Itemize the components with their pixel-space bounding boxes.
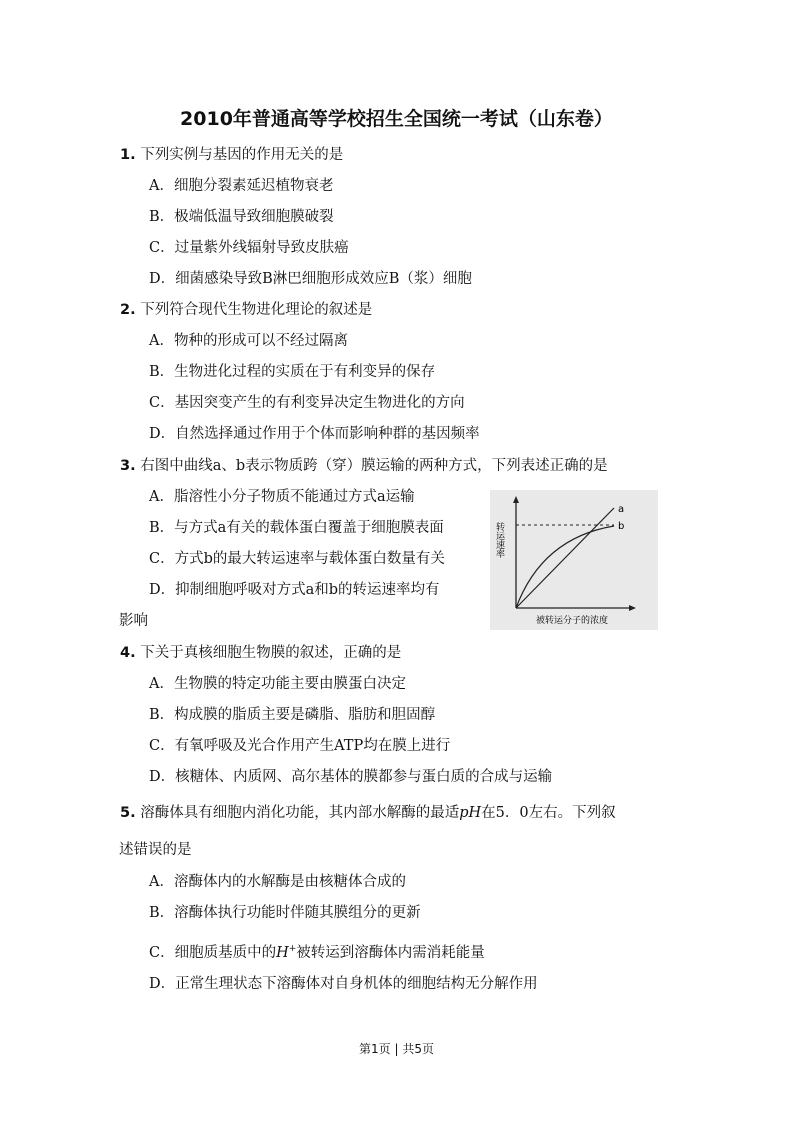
question-1-stem	[120, 145, 343, 165]
q2-option-a: A．物种的形成可以不经过隔离	[149, 333, 348, 349]
q5-option-c	[149, 939, 485, 963]
curve-a	[516, 508, 614, 608]
q3-option-d: D．抑制细胞呼吸对方式a和b的转运速率均有	[149, 582, 440, 598]
question-text: 右图中曲线a、b表示物质跨（穿）膜运输的两种方式，下列表述正确的是	[140, 458, 608, 474]
exam-title: 2010年普通高等学校招生全国统一考试（山东卷）	[180, 108, 613, 130]
x-axis-label: 被转运分子的浓度	[536, 616, 609, 626]
q3-option-d-continuation: 影响	[119, 613, 148, 629]
question-number: 5.	[120, 805, 136, 821]
y-axis-label: 转运速率	[494, 522, 504, 558]
hydrogen-ion-symbol: H	[276, 944, 289, 961]
question-number: 2.	[120, 302, 136, 318]
q1-option-d: D．细菌感染导致B淋巴细胞形成效应B（浆）细胞	[149, 271, 472, 287]
question-number: 1.	[120, 147, 136, 163]
q4-option-a: A．生物膜的特定功能主要由膜蛋白决定	[149, 676, 406, 692]
q3-option-c: C．方式b的最大转运速率与载体蛋白数量有关	[149, 551, 445, 567]
question-text: 下列实例与基因的作用无关的是	[140, 147, 344, 163]
q5-stem-continuation: 述错误的是	[119, 842, 192, 858]
q4-option-b: B．构成膜的脂质主要是磷脂、脂肪和胆固醇	[149, 707, 436, 723]
question-number: 4.	[120, 645, 136, 661]
q5-option-a: A．溶酶体内的水解酶是由核糖体合成的	[149, 874, 406, 890]
q3-option-b: B．与方式a有关的载体蛋白覆盖于细胞膜表面	[149, 520, 444, 536]
q2-option-b: B．生物进化过程的实质在于有利变异的保存	[149, 364, 436, 380]
q5-option-c-tail: 被转运到溶酶体内需消耗能量	[296, 944, 485, 961]
question-text: 下关于真核细胞生物膜的叙述，正确的是	[140, 645, 402, 661]
question-number: 3.	[120, 458, 136, 474]
q1-option-b: B．极端低温导致细胞膜破裂	[149, 209, 334, 225]
q2-option-c: C．基因突变产生的有利变异决定生物进化的方向	[149, 395, 465, 411]
transport-rate-figure	[490, 490, 658, 630]
q1-option-a: A．细胞分裂素延迟植物衰老	[149, 178, 334, 194]
question-text-tail: 在5．0左右。下列叙	[481, 805, 616, 821]
curve-a-label: a	[618, 504, 625, 515]
question-text: 溶酶体具有细胞内消化功能，其内部水解酶的最适	[140, 805, 460, 821]
curve-b-label: b	[618, 521, 625, 532]
page-footer: 第1页 | 共5页	[359, 1042, 434, 1056]
q5-option-b: B．溶酶体执行功能时伴随其膜组分的更新	[149, 905, 421, 921]
q5-option-d: D．正常生理状态下溶酶体对自身机体的细胞结构无分解作用	[149, 976, 538, 992]
q4-option-c: C．有氧呼吸及光合作用产生ATP均在膜上进行	[149, 738, 451, 754]
y-axis-arrow	[513, 496, 519, 503]
hydrogen-ion-charge: +	[288, 944, 297, 954]
question-5-stem	[120, 803, 616, 823]
question-2-stem	[120, 300, 372, 320]
transport-rate-diagram	[490, 490, 658, 630]
x-axis-arrow	[629, 605, 636, 611]
q1-option-c: C．过量紫外线辐射导致皮肤癌	[149, 240, 349, 256]
question-3-stem	[120, 456, 608, 476]
curve-b	[516, 526, 614, 608]
ph-symbol: pH	[459, 805, 482, 821]
q5-option-c-text: C．细胞质基质中的	[149, 944, 277, 961]
question-text: 下列符合现代生物进化理论的叙述是	[140, 302, 373, 318]
q4-option-d: D．核糖体、内质网、高尔基体的膜都参与蛋白质的合成与运输	[149, 769, 553, 785]
q3-option-a: A．脂溶性小分子物质不能通过方式a运输	[149, 489, 415, 505]
question-4-stem	[120, 643, 401, 663]
q2-option-d: D．自然选择通过作用于个体而影响种群的基因频率	[149, 426, 480, 442]
